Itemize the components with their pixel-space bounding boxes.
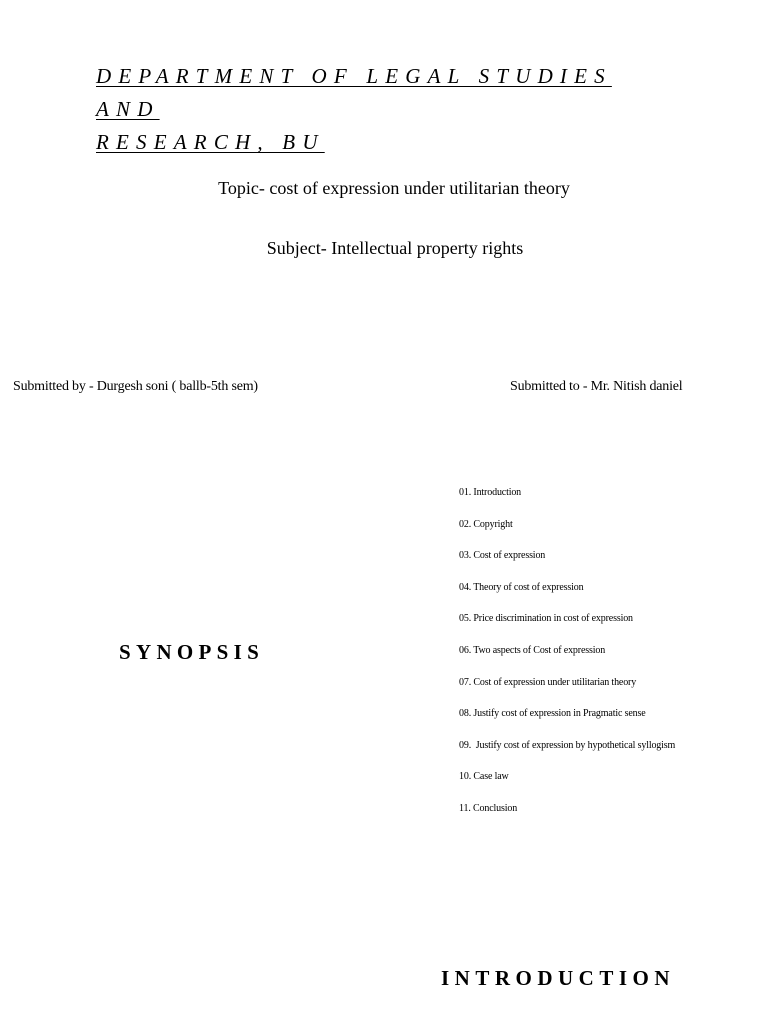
submitted-to: Submitted to - Mr. Nitish daniel bbox=[510, 379, 683, 394]
synopsis-heading: SYNOPSIS bbox=[119, 640, 265, 664]
department-title-line2: RESEARCH, BU bbox=[96, 130, 325, 154]
synopsis-list bbox=[459, 487, 675, 835]
subject-line: Subject- Intellectual property rights bbox=[266, 238, 524, 258]
synopsis-item: 04. Theory of cost of expression bbox=[459, 581, 584, 593]
synopsis-item: 09. Justify cost of expression by hypothetical syllogism bbox=[459, 739, 676, 751]
synopsis-item: 01. Introduction bbox=[459, 487, 522, 498]
department-title bbox=[96, 60, 656, 159]
topic-line: Topic- cost of expression under utilitarian theory bbox=[218, 178, 570, 198]
introduction-heading: INTRODUCTION bbox=[441, 966, 676, 990]
synopsis-item: 07. Cost of expression under utilitarian theory bbox=[459, 676, 637, 688]
department-title-line1: DEPARTMENT OF LEGAL STUDIES AND bbox=[96, 64, 612, 121]
synopsis-item: 03. Cost of expression bbox=[459, 550, 546, 562]
synopsis-item: 11. Conclusion bbox=[459, 802, 518, 814]
synopsis-item: 06. Two aspects of Cost of expression bbox=[459, 644, 606, 656]
submitted-by: Submitted by - Durgesh soni ( ballb-5th sem) bbox=[13, 379, 258, 394]
synopsis-item: 05. Price discrimination in cost of expression bbox=[459, 613, 633, 625]
synopsis-item: 02. Copyright bbox=[459, 518, 513, 530]
synopsis-item: 10. Case law bbox=[459, 771, 509, 783]
synopsis-item: 08. Justify cost of expression in Pragmatic sense bbox=[459, 708, 646, 720]
